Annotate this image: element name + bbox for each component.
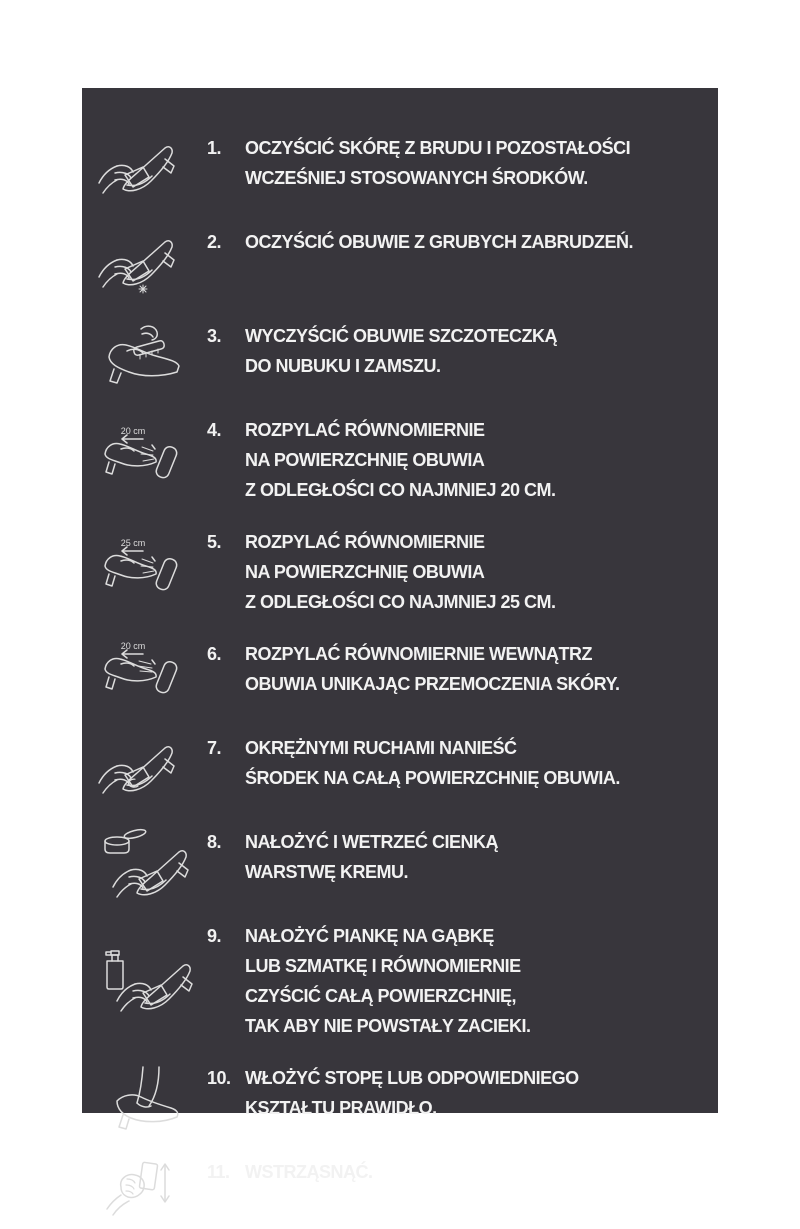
- instruction-step: [82, 415, 704, 505]
- spray-can-inside-shoe-icon: [97, 639, 193, 711]
- brush-cleaning-shoe-icon: [97, 321, 193, 393]
- step-number: 11.: [207, 1162, 230, 1182]
- step-text-line: DO NUBUKU I ZAMSZU.: [245, 356, 441, 376]
- step-text: [245, 1063, 704, 1123]
- hand-wiping-shoe-sparkle-icon: [97, 227, 193, 299]
- svg-text:20 cm: 20 cm: [120, 426, 145, 436]
- cream-jar-and-shoe-icon: [97, 827, 193, 899]
- foot-into-shoe-icon: [97, 1063, 193, 1135]
- instruction-step: [82, 827, 704, 899]
- circular-rubbing-shoe-icon: [97, 733, 193, 805]
- shoe-care-instructions-panel: [82, 88, 718, 1182]
- step-number: 7.: [207, 738, 222, 758]
- instruction-step: [82, 733, 704, 805]
- instruction-step: [82, 527, 704, 617]
- instruction-step: [82, 133, 704, 205]
- step-text: [245, 527, 704, 617]
- step-text-line: TAK ABY NIE POWSTAŁY ZACIEKI.: [245, 1016, 531, 1036]
- hand-wiping-shoe-icon: [97, 133, 193, 205]
- instruction-step: [82, 1157, 704, 1229]
- step-text: [245, 827, 704, 887]
- step-number: 10.: [207, 1068, 231, 1088]
- step-text-line: OCZYŚCIĆ OBUWIE Z GRUBYCH ZABRUDZEŃ.: [245, 232, 633, 252]
- spray-can-at-shoe-icon: [97, 536, 193, 608]
- step-number: 2.: [207, 232, 222, 252]
- instruction-step: [82, 1063, 704, 1135]
- step-text-line: ROZPYLAĆ RÓWNOMIERNIE: [245, 420, 485, 440]
- steps-list: [82, 133, 704, 1229]
- shake-spray-can-icon: [97, 1157, 193, 1229]
- step-text-line: WSTRZĄSNĄĆ.: [245, 1162, 373, 1182]
- instruction-step: [82, 321, 704, 393]
- step-number: 5.: [207, 532, 222, 552]
- step-text-line: OBUWIA UNIKAJĄC PRZEMOCZENIA SKÓRY.: [245, 674, 620, 694]
- step-text-line: WYCZYŚCIĆ OBUWIE SZCZOTECZKĄ: [245, 326, 557, 346]
- step-text-line: ROZPYLAĆ RÓWNOMIERNIE WEWNĄTRZ: [245, 644, 592, 664]
- step-text-line: NA POWIERZCHNIĘ OBUWIA: [245, 450, 485, 470]
- step-text-line: NA POWIERZCHNIĘ OBUWIA: [245, 562, 485, 582]
- step-text: [245, 133, 704, 193]
- step-number: 4.: [207, 420, 222, 440]
- step-text-line: WŁOŻYĆ STOPĘ LUB ODPOWIEDNIEGO: [245, 1068, 579, 1088]
- foam-bottle-and-shoe-icon: [97, 945, 193, 1017]
- step-number: 9.: [207, 926, 222, 946]
- step-number: 3.: [207, 326, 222, 346]
- step-text: [245, 1157, 704, 1187]
- instruction-step: [82, 227, 704, 299]
- step-text-line: ROZPYLAĆ RÓWNOMIERNIE: [245, 532, 485, 552]
- step-text: [245, 415, 704, 505]
- step-number: 6.: [207, 644, 222, 664]
- spray-can-at-shoe-icon: [97, 424, 193, 496]
- step-text-line: NAŁOŻYĆ PIANKĘ NA GĄBKĘ: [245, 926, 494, 946]
- svg-text:25 cm: 25 cm: [120, 538, 145, 548]
- step-number: 1.: [207, 138, 222, 158]
- step-text-line: OKRĘŻNYMI RUCHAMI NANIEŚĆ: [245, 738, 517, 758]
- step-text-line: KSZTAŁTU PRAWIDŁO.: [245, 1098, 437, 1118]
- step-text: [245, 921, 704, 1041]
- step-text-line: NAŁOŻYĆ I WETRZEĆ CIENKĄ: [245, 832, 498, 852]
- step-text-line: CZYŚCIĆ CAŁĄ POWIERZCHNIĘ,: [245, 986, 517, 1006]
- step-text-line: WCZEŚNIEJ STOSOWANYCH ŚRODKÓW.: [245, 168, 588, 188]
- step-text-line: OCZYŚCIĆ SKÓRĘ Z BRUDU I POZOSTAŁOŚCI: [245, 138, 631, 158]
- step-text: [245, 733, 704, 793]
- step-text: [245, 227, 704, 257]
- step-number: 8.: [207, 832, 222, 852]
- instruction-step: [82, 921, 704, 1041]
- step-text-line: WARSTWĘ KREMU.: [245, 862, 408, 882]
- instruction-step: [82, 639, 704, 711]
- step-text-line: ŚRODEK NA CAŁĄ POWIERZCHNIĘ OBUWIA.: [245, 768, 620, 788]
- step-text-line: Z ODLEGŁOŚCI CO NAJMNIEJ 25 CM.: [245, 592, 556, 612]
- step-text: [245, 639, 704, 699]
- step-text-line: Z ODLEGŁOŚCI CO NAJMNIEJ 20 CM.: [245, 480, 556, 500]
- step-text-line: LUB SZMATKĘ I RÓWNOMIERNIE: [245, 956, 521, 976]
- svg-text:20 cm: 20 cm: [120, 641, 145, 651]
- step-text: [245, 321, 704, 381]
